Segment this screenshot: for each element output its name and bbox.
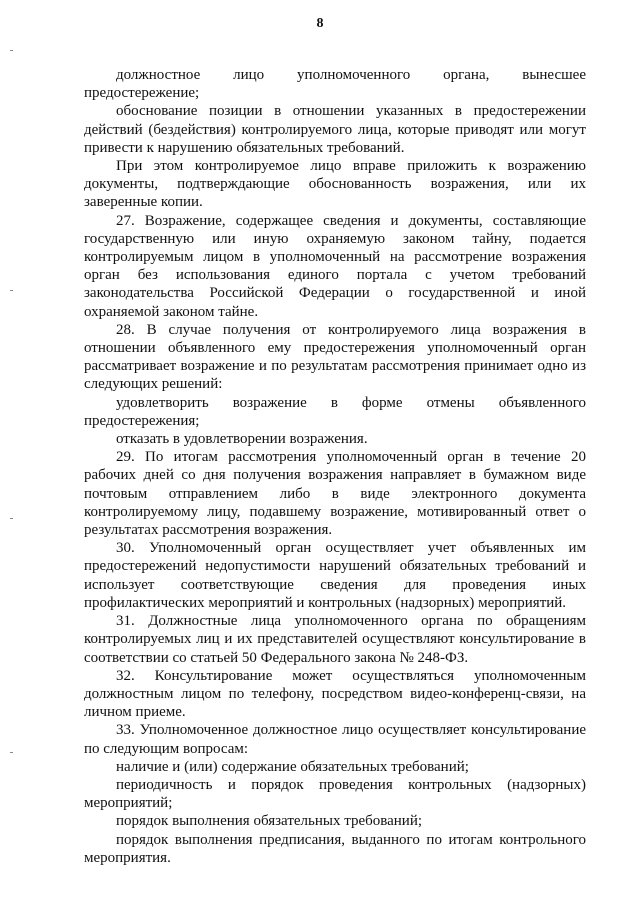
paragraph: 31. Должностные лица уполномоченного органа по обращениям контролируемых лиц и их представителей осуществляют консультирование в соответствии со статьей 50 Федерального закона № 248-ФЗ. [84, 613, 586, 666]
paragraph: удовлетворить возражение в форме отмены объявленного предостережения; [84, 394, 586, 429]
paragraph: должностное лицо уполномоченного органа, вынесшее предостережение; [84, 67, 586, 102]
margin-mark [10, 518, 13, 519]
document-body [84, 66, 586, 867]
margin-mark [10, 752, 13, 753]
paragraph: 28. В случае получения от контролируемого лица возражения в отношении объявленного ему предостережения уполномоченный орган рассматривает возражение и по результатам рассмотрения принимает одно из следующих решений: [84, 321, 586, 393]
paragraph: порядок выполнения предписания, выданного по итогам контрольного мероприятия. [84, 831, 586, 866]
paragraph: отказать в удовлетворении возражения. [116, 431, 368, 448]
paragraph: периодичность и порядок проведения контрольных (надзорных) мероприятий; [84, 776, 586, 812]
margin-mark [10, 50, 13, 51]
paragraph: наличие и (или) содержание обязательных требований; [116, 758, 469, 775]
paragraph: обоснование позиции в отношении указанных в предостережении действий (бездействия) контролируемого лица, которые приводят или могут привести к нарушению обязательных требований. [84, 103, 586, 156]
margin-mark [10, 290, 13, 291]
paragraph: 32. Консультирование может осуществляться уполномоченным должностным лицом по телефону, посредством видео-конференц-связи, на личном приеме. [84, 667, 586, 721]
paragraph: 33. Уполномоченное должностное лицо осуществляет консультирование по следующим вопросам: [84, 722, 586, 757]
paragraph: порядок выполнения обязательных требований; [116, 813, 423, 830]
paragraph: 27. Возражение, содержащее сведения и документы, составляющие государственную или иную охраняемую законом тайну, подается контролируемым лицом в уполномоченный на рассмотрение возражения орган без использования единого портала с учетом требований законодательства Российской Федерации о государственной и иной охраняемой законом тайне. [84, 212, 586, 320]
page-number: 8 [316, 16, 324, 31]
paragraph: При этом контролируемое лицо вправе приложить к возражению документы, подтверждающие обоснованность возражения, или их заверенные копии. [84, 158, 586, 211]
paragraph: 29. По итогам рассмотрения уполномоченный орган в течение 20 рабочих дней со дня получения возражения направляет в бумажном виде почтовым отправлением либо в виде электронного документа контролируемому лицу, подавшему возражение, мотивированный ответ о результатах рассмотрения возражения. [84, 449, 586, 539]
paragraph: 30. Уполномоченный орган осуществляет учет объявленных им предостережений недопустимости нарушений обязательных требований и использует соответствующие сведения для проведения иных профилактических мероприятий и контрольных (надзорных) мероприятий. [84, 540, 586, 611]
